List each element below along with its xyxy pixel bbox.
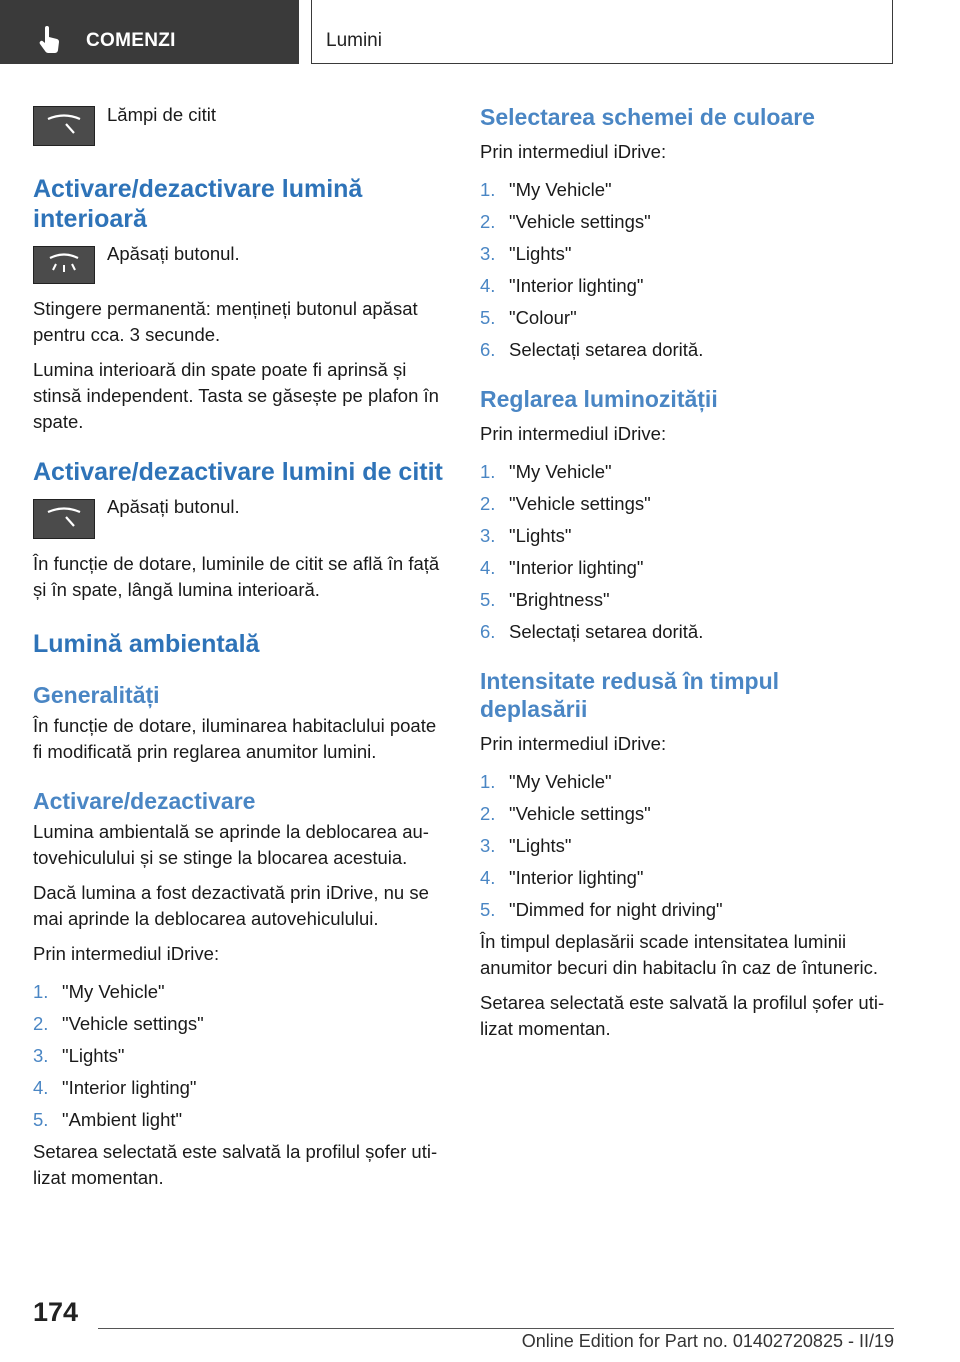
list-item: 3. "Lights" [480, 243, 572, 264]
brightness-steps-list [480, 459, 895, 645]
list-item: 5. "Dimmed for night driving" [480, 899, 723, 920]
reading-lamp-icon [33, 106, 95, 146]
list-item: 2. "Vehicle settings" [480, 803, 651, 824]
interior-light-icon [33, 246, 95, 284]
press-button-text: Apăsați butonul. [107, 243, 240, 264]
reading-lamp-icon [33, 499, 95, 539]
hand-pointer-icon [38, 26, 62, 59]
paragraph: În funcție de dotare, iluminarea habitaclului poate fi modificată prin reglarea anumitor lumini. [33, 715, 437, 762]
press-button-text: Apăsați butonul. [107, 496, 240, 517]
heading-general: Generalități [33, 682, 160, 708]
paragraph: Dacă lumina a fost dezactivată prin iDrive, nu se mai aprinde la deblocarea autovehiculului. [33, 882, 429, 929]
heading-dimmed-driving: Intensitate redusă în timpul deplasării [480, 668, 780, 722]
paragraph: În timpul deplasării scade intensitatea luminii anumitor becuri din habitaclu în caz de întuneric. [480, 931, 878, 978]
paragraph: Prin intermediul iDrive: [33, 943, 220, 964]
paragraph: Lumina ambientală se aprinde la deblocarea au-tovehiculului și se stinge la blocarea acestuia. [33, 821, 429, 868]
paragraph: Prin intermediul iDrive: [480, 733, 667, 754]
left-column [33, 96, 448, 1200]
heading-brightness: Reglarea luminozității [480, 386, 718, 412]
list-item: 1. "My Vehicle" [480, 461, 612, 482]
paragraph: Setarea selectată este salvată la profilul șofer uti-lizat momentan. [480, 992, 885, 1039]
section-tab [311, 0, 893, 64]
section-title: Lumini [326, 30, 382, 51]
list-item: 2. "Vehicle settings" [33, 1013, 204, 1034]
edition-note: Online Edition for Part no. 01402720825 - II/19 [521, 1331, 894, 1351]
list-item: 2. "Vehicle settings" [480, 493, 651, 514]
heading-reading-lights: Activare/dezactivare lumini de citit [33, 458, 443, 486]
paragraph: Prin intermediul iDrive: [480, 423, 667, 444]
heading-color-scheme: Selectarea schemei de culoare [480, 104, 815, 130]
ambient-steps-list [33, 979, 448, 1133]
list-item: 2. "Vehicle settings" [480, 211, 651, 232]
list-item: 4. "Interior lighting" [480, 275, 644, 296]
chapter-tab [0, 0, 299, 64]
list-item: 3. "Lights" [480, 835, 572, 856]
list-item: 1. "My Vehicle" [480, 771, 612, 792]
paragraph: În funcție de dotare, luminile de citit se află în față și în spate, lângă lumina interioară. [33, 553, 440, 600]
heading-on-off: Activare/dezactivare [33, 788, 256, 814]
heading-interior-light: Activare/dezactivare lumină interioară [33, 175, 363, 233]
right-column [480, 103, 895, 1051]
list-item: 4. "Interior lighting" [33, 1077, 197, 1098]
dimmed-steps-list [480, 769, 895, 923]
paragraph: Setarea selectată este salvată la profilul șofer uti-lizat momentan. [33, 1141, 438, 1188]
list-item: 5. "Colour" [480, 307, 577, 328]
list-item: 1. "My Vehicle" [33, 981, 165, 1002]
list-item: 3. "Lights" [480, 525, 572, 546]
page-number: 174 [33, 1297, 79, 1327]
reading-lamps-label: Lămpi de citit [107, 104, 216, 125]
list-item: 3. "Lights" [33, 1045, 125, 1066]
list-item: 4. "Interior lighting" [480, 867, 644, 888]
list-item: 1. "My Vehicle" [480, 179, 612, 200]
reading-lights-row [33, 496, 448, 539]
footer-divider [98, 1328, 894, 1329]
chapter-title: COMENZI [86, 30, 176, 51]
interior-light-row [33, 243, 448, 284]
heading-ambient-light: Lumină ambientală [33, 630, 260, 658]
paragraph: Lumina interioară din spate poate fi aprinsă și stinsă independent. Tasta se găsește pe plafon în spate. [33, 359, 439, 432]
list-item: 5. "Ambient light" [33, 1109, 183, 1130]
paragraph: Prin intermediul iDrive: [480, 141, 667, 162]
paragraph: Stingere permanentă: mențineți butonul apăsat pentru cca. 3 secunde. [33, 298, 418, 345]
list-item: 6. Selectați setarea dorită. [480, 339, 704, 360]
list-item: 4. "Interior lighting" [480, 557, 644, 578]
reading-lamps-row [33, 106, 448, 146]
color-steps-list [480, 177, 895, 363]
list-item: 5. "Brightness" [480, 589, 610, 610]
list-item: 6. Selectați setarea dorită. [480, 621, 704, 642]
